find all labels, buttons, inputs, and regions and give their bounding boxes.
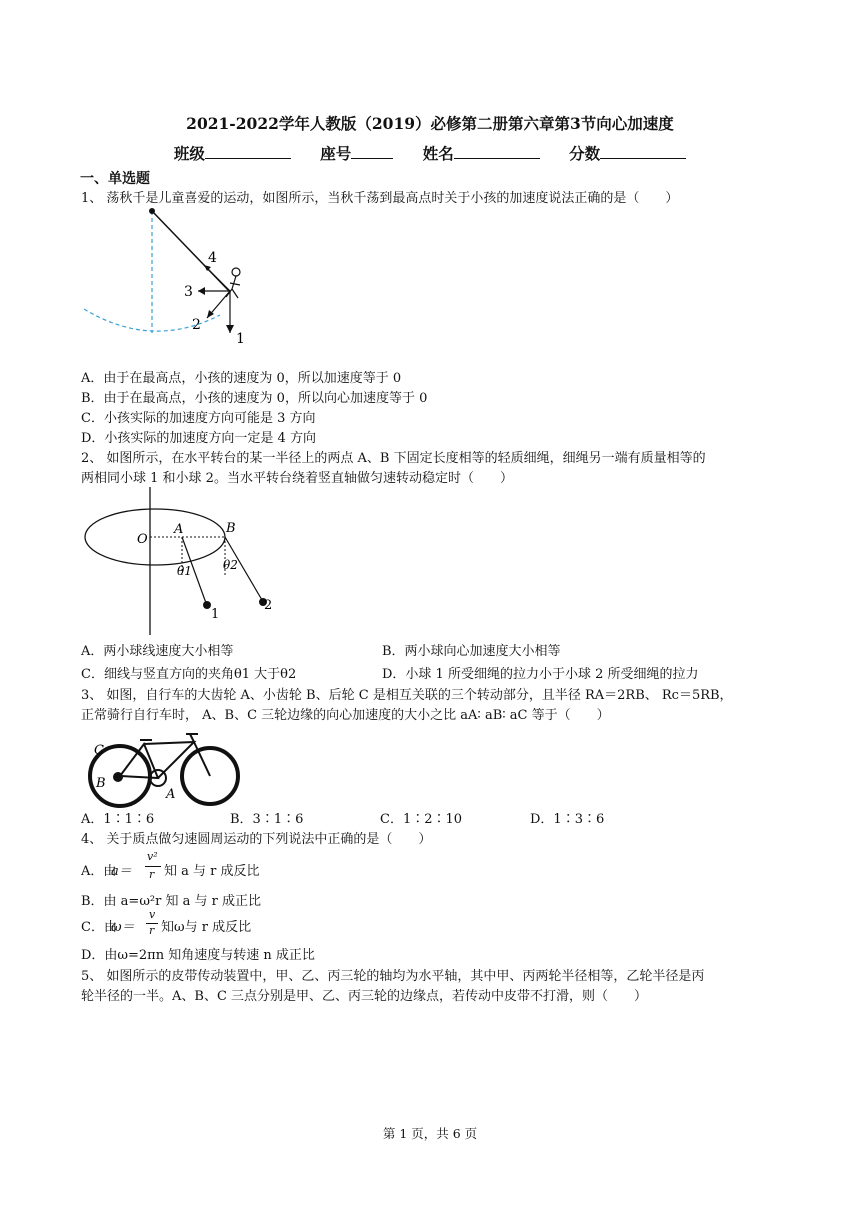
class-label: 班级 <box>173 144 205 163</box>
label-1: 1 <box>236 331 245 347</box>
label-theta2: θ2 <box>223 558 238 572</box>
q4-a-fraction-bar <box>145 866 161 867</box>
score-label: 分数 <box>569 144 601 163</box>
q4-c-suffix: 知ω与 r 成反比 <box>161 920 252 935</box>
student-info-row <box>0 142 860 164</box>
q1-option-b[interactable]: B．由于在最高点，小孩的速度为 0，所以向心加速度等于 0 <box>81 391 428 406</box>
page-title: 2021-2022学年人教版（2019）必修第二册第六章第3节向心加速度 <box>186 114 674 133</box>
swing-figure <box>80 205 260 355</box>
q4-c-prefix: C．由 <box>81 920 117 935</box>
q1-option-a[interactable]: A．由于在最高点，小孩的速度为 0，所以加速度等于 0 <box>81 371 402 386</box>
bicycle-figure <box>82 724 244 808</box>
label-2: 2 <box>192 317 201 333</box>
label-b: B <box>226 521 236 536</box>
label-a: A <box>166 787 176 802</box>
page-footer: 第 1 页，共 6 页 <box>382 1126 478 1141</box>
q4-a-numerator: v² <box>147 850 158 863</box>
q4-a-eq: a＝ <box>111 864 132 879</box>
seat-blank[interactable] <box>351 144 393 159</box>
class-blank[interactable] <box>205 144 291 159</box>
q4-c-denominator: r <box>149 924 155 937</box>
q2-option-a[interactable]: A．两小球线速度大小相等 <box>81 644 234 659</box>
seat-label: 座号 <box>320 144 352 163</box>
q3-option-a[interactable]: A．1∶1∶6 <box>81 812 155 827</box>
q4-option-d[interactable]: D．由ω=2πn 知角速度与转速 n 成正比 <box>81 948 315 963</box>
q3-option-c[interactable]: C．1∶2∶10 <box>380 812 463 827</box>
name-field <box>423 142 540 164</box>
q4-a-suffix: 知 a 与 r 成反比 <box>164 864 260 879</box>
label-b: B <box>96 776 106 791</box>
label-o: O <box>137 532 148 547</box>
q4-stem: 4、 关于质点做匀速圆周运动的下列说法中正确的是（ ） <box>81 832 432 847</box>
q4-a-denominator: r <box>149 868 155 881</box>
label-c: C <box>94 743 104 758</box>
child-head <box>232 268 240 276</box>
q4-c-eq: ω＝ <box>111 920 135 935</box>
q4-a-prefix: A．由 <box>81 864 117 879</box>
q2-stem-line2: 两相同小球 1 和小球 2。当水平转台绕着竖直轴做匀速转动稳定时（ ） <box>81 471 513 486</box>
label-theta1: θ1 <box>177 564 192 578</box>
arrow-1-head <box>226 325 234 333</box>
q5-stem-line1: 5、 如图所示的皮带传动装置中，甲、乙、丙三轮的轴均为水平轴，其中甲、丙两轮半径相等，乙轮半径是丙 <box>81 969 705 984</box>
arrow-3-head <box>198 287 205 295</box>
label-3: 3 <box>184 284 193 300</box>
q1-option-d[interactable]: D．小孩实际的加速度方向一定是 4 方向 <box>81 431 316 446</box>
turntable-figure <box>80 487 280 635</box>
q5-stem-line2: 轮半径的一半。A、B、C 三点分别是甲、乙、丙三轮的边缘点，若传动中皮带不打滑，则（ ） <box>81 989 648 1004</box>
q4-option-b[interactable]: B．由 a=ω²r 知 a 与 r 成正比 <box>81 894 261 909</box>
label-a: A <box>174 522 184 537</box>
q3-stem-line1: 3、 如图，自行车的大齿轮 A、小齿轮 B、后轮 C 是相互关联的三个转动部分，且半径 RA＝2RB、 Rc＝5RB， <box>81 688 733 703</box>
q3-option-b[interactable]: B．3∶1∶6 <box>230 812 304 827</box>
bicycle-frame <box>120 734 210 778</box>
name-blank[interactable] <box>454 144 540 159</box>
child-body <box>226 276 240 298</box>
class-field <box>174 142 291 164</box>
q2-option-c[interactable]: C．细线与竖直方向的夹角θ1 大于θ2 <box>81 667 297 682</box>
name-label: 姓名 <box>422 144 454 163</box>
q3-stem-line2: 正常骑行自行车时， A、B、C 三轮边缘的向心加速度的大小之比 aA∶ aB∶ aC 等于（ ） <box>81 708 610 723</box>
section-heading: 一、单选题 <box>80 171 150 187</box>
q1-stem: 1、 荡秋千是儿童喜爱的运动，如图所示，当秋千荡到最高点时关于小孩的加速度说法正确的是（ ） <box>81 191 679 206</box>
q3-option-d[interactable]: D．1∶3∶6 <box>530 812 605 827</box>
ball-1 <box>203 601 211 609</box>
seat-field <box>320 142 393 164</box>
q2-option-b[interactable]: B．两小球向心加速度大小相等 <box>382 644 561 659</box>
q2-stem-line1: 2、 如图所示，在水平转台的某一半径上的两点 A、B 下固定长度相等的轻质细绳，细绳另一端有质量相等的 <box>81 451 706 466</box>
label-ball-2: 2 <box>264 598 273 613</box>
score-blank[interactable] <box>600 144 686 159</box>
q1-option-c[interactable]: C．小孩实际的加速度方向可能是 3 方向 <box>81 411 316 426</box>
label-ball-1: 1 <box>211 607 220 622</box>
score-field <box>569 142 686 164</box>
label-4: 4 <box>208 250 217 266</box>
q4-c-numerator: v <box>149 908 156 921</box>
q2-option-d[interactable]: D．小球 1 所受细绳的拉力小于小球 2 所受细绳的拉力 <box>382 667 699 682</box>
